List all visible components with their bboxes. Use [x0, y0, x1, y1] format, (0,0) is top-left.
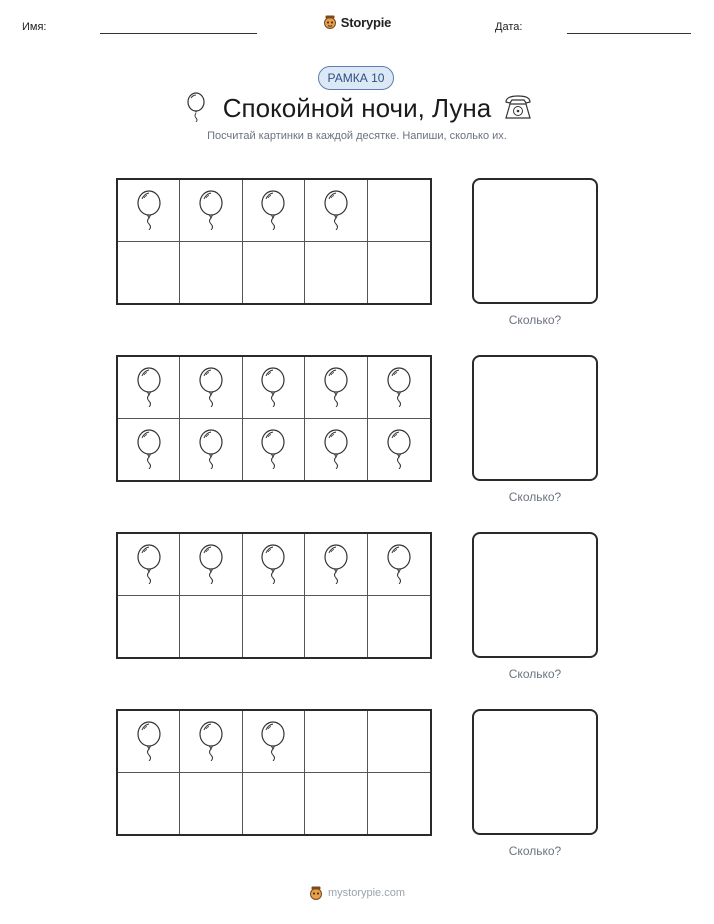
answer-label-2: Сколько? [508, 490, 562, 504]
answer-label-3: Сколько? [508, 667, 562, 681]
brand-logo [0, 14, 714, 30]
frame-cell [118, 773, 180, 835]
frame-cell [305, 180, 367, 242]
frame-cell [118, 596, 180, 658]
frame-cell [180, 711, 242, 773]
frame-cell [305, 357, 367, 419]
frame-cell [368, 357, 430, 419]
frame-cell [368, 596, 430, 658]
answer-label-4: Сколько? [508, 844, 562, 858]
frame-cell [180, 357, 242, 419]
ten-frame-2 [116, 355, 432, 482]
ten-frame-3 [116, 532, 432, 659]
frame-cell [243, 242, 305, 304]
frame-cell [368, 419, 430, 481]
balloon-icon [323, 367, 349, 407]
storypie-mascot-icon [309, 885, 323, 901]
date-label: Дата: [495, 21, 523, 33]
balloon-icon [260, 721, 286, 761]
balloon-icon [260, 429, 286, 469]
frame-cell [180, 534, 242, 596]
frame-cell [243, 596, 305, 658]
balloon-icon [198, 190, 224, 230]
frame-cell [243, 180, 305, 242]
answer-box-3[interactable] [472, 532, 598, 658]
name-label: Имя: [22, 21, 47, 33]
frame-cell [118, 180, 180, 242]
frame-cell [118, 419, 180, 481]
balloon-icon [198, 429, 224, 469]
instructions: Посчитай картинки в каждой десятке. Напиши, сколько их. [207, 130, 507, 142]
answer-box-2[interactable] [472, 355, 598, 481]
balloon-icon [136, 544, 162, 584]
ten-frame-1 [116, 178, 432, 305]
balloon-icon [198, 721, 224, 761]
frame-cell [243, 419, 305, 481]
frame-cell [305, 419, 367, 481]
balloon-icon [323, 429, 349, 469]
frame-cell [243, 534, 305, 596]
frame-cell [118, 534, 180, 596]
frame-cell [368, 711, 430, 773]
frame-cell [180, 596, 242, 658]
frame-cell [118, 357, 180, 419]
frame-cell [180, 773, 242, 835]
balloon-icon [136, 190, 162, 230]
balloon-icon [260, 367, 286, 407]
brand-name: Storypie [340, 14, 392, 30]
telephone-icon [502, 94, 534, 120]
frame-cell [305, 534, 367, 596]
frame-cell [243, 711, 305, 773]
frame-cell [180, 180, 242, 242]
frame-cell [368, 242, 430, 304]
answer-box-4[interactable] [472, 709, 598, 835]
balloon-icon [198, 544, 224, 584]
frame-cell [180, 419, 242, 481]
balloon-icon [260, 544, 286, 584]
balloon-icon [386, 429, 412, 469]
balloon-icon [386, 367, 412, 407]
balloon-icon [323, 544, 349, 584]
frame-cell [368, 773, 430, 835]
balloon-icon [386, 544, 412, 584]
date-line[interactable] [567, 33, 691, 34]
frame-cell [305, 596, 367, 658]
frame-cell [305, 242, 367, 304]
balloon-icon [136, 721, 162, 761]
answer-box-1[interactable] [472, 178, 598, 304]
footer-url: mystorypie.com [327, 887, 406, 899]
footer [0, 885, 714, 901]
frame-cell [243, 773, 305, 835]
frame-cell [180, 242, 242, 304]
frame-badge: РАМКА 10 [318, 66, 394, 90]
answer-label-1: Сколько? [508, 313, 562, 327]
frame-cell [368, 180, 430, 242]
balloon-icon [136, 429, 162, 469]
balloon-icon [260, 190, 286, 230]
ten-frame-4 [116, 709, 432, 836]
page-title: Спокойной ночи, Луна [222, 93, 492, 123]
storypie-mascot-icon [323, 14, 337, 30]
frame-cell [118, 242, 180, 304]
balloon-icon [323, 190, 349, 230]
frame-cell [305, 773, 367, 835]
balloon-icon [198, 367, 224, 407]
balloon-icon [136, 367, 162, 407]
frame-cell [368, 534, 430, 596]
frame-cell [305, 711, 367, 773]
name-line[interactable] [100, 33, 257, 34]
frame-cell [118, 711, 180, 773]
frame-cell [243, 357, 305, 419]
